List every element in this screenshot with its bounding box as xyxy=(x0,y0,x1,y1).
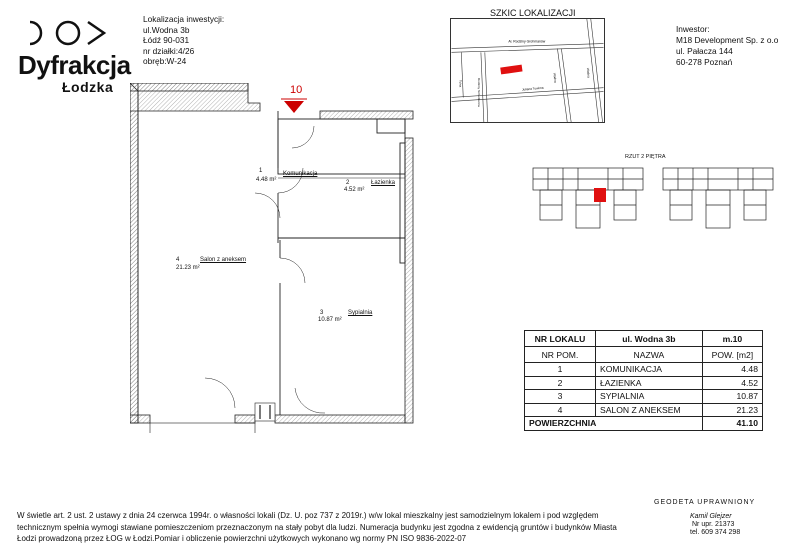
street-label: Tylna xyxy=(458,79,463,88)
table-cell: 4 xyxy=(525,403,596,417)
table-header-cell: NR LOKALU xyxy=(525,331,596,347)
table-row xyxy=(525,390,763,404)
location-info xyxy=(143,14,224,67)
investor-line: Inwestor: xyxy=(676,24,710,34)
table-row xyxy=(525,376,763,390)
stamp-title: GEODETA UPRAWNIONY xyxy=(654,499,756,506)
street-label: Al. Rodziny Grohmanów xyxy=(508,39,546,44)
stamp-name: Kamil Glejzer xyxy=(690,513,732,520)
floor-overview-plans xyxy=(528,160,778,230)
room-4-area: 21.23 m² xyxy=(176,265,200,271)
table-cell: ŁAZIENKA xyxy=(595,376,702,390)
location-line: ul.Wodna 3b xyxy=(143,24,190,35)
table-total-row xyxy=(525,417,763,431)
total-value: 41.10 xyxy=(702,417,762,431)
table-subheader-cell: POW. [m2] xyxy=(702,347,762,363)
street-label: Juliana Tuwima xyxy=(521,85,544,92)
table-cell: 2 xyxy=(525,376,596,390)
room-1-name: Komunikacja xyxy=(283,171,318,177)
location-line: Lokalizacja inwestycji: xyxy=(143,14,225,24)
table-row xyxy=(525,363,763,377)
table-cell: 4.52 xyxy=(702,376,762,390)
location-line: nr działki:4/26 xyxy=(143,45,195,56)
table-cell: 10.87 xyxy=(702,390,762,404)
room-3-number: 3 xyxy=(320,310,324,316)
table-cell: KOMUNIKACJA xyxy=(595,363,702,377)
street-label: Wodna xyxy=(585,67,591,78)
room-4-name: Salon z aneksem xyxy=(200,257,247,263)
room-2-name: Łazienka xyxy=(371,180,396,186)
table-subheader-cell: NAZWA xyxy=(595,347,702,363)
floor-plan-label: RZUT 2 PIĘTRA xyxy=(625,154,666,160)
apartment-floor-plan xyxy=(130,83,420,433)
street-label: Wodna xyxy=(552,72,558,83)
room-3-name: Sypialnia xyxy=(348,310,373,316)
street-label: Rodziny Scheiblerów xyxy=(476,77,481,108)
table-subheader-cell: NR POM. xyxy=(525,347,596,363)
legal-footer xyxy=(17,510,637,545)
location-sketch xyxy=(450,18,605,123)
table-header-cell: m.10 xyxy=(702,331,762,347)
footer-line: W świetle art. 2 ust. 2 ustawy z dnia 24 czerwca 1994r. o własności lokali (Dz. U. poz 737 z 2019r.) w/w lokal mieszkalny jest samodzielnym lokalem i pod względem xyxy=(17,511,599,520)
brand-subtitle: Łodzka xyxy=(62,79,114,95)
room-1-area: 4.48 m² xyxy=(256,177,277,183)
location-line: obręb:W-24 xyxy=(143,56,187,66)
table-cell: 21.23 xyxy=(702,403,762,417)
sketch-title: SZKIC LOKALIZACJI xyxy=(490,8,576,18)
room-3-area: 10.87 m² xyxy=(318,317,342,323)
location-line: Łódź 90-031 xyxy=(143,35,190,45)
unit-marker-number: 10 xyxy=(290,84,303,96)
table-row xyxy=(525,403,763,417)
investor-line: M18 Development Sp. z o.o xyxy=(676,35,779,45)
stamp-phone: tel. 609 374 298 xyxy=(690,529,741,536)
table-subheader-row xyxy=(525,347,763,363)
investor-line: ul. Pałacza 144 xyxy=(676,46,733,56)
room-2-area: 4.52 m² xyxy=(344,187,365,193)
table-header-row xyxy=(525,331,763,347)
table-cell: 4.48 xyxy=(702,363,762,377)
footer-line: Łodzi prowadzoną przez ŁOG w Łodzi.Pomiar i obliczenie powierzchni użytkowych wykonano wg normy PN ISO 9836-2022-07 xyxy=(17,534,467,543)
table-cell: 3 xyxy=(525,390,596,404)
room-2-number: 2 xyxy=(346,180,350,186)
table-cell: 1 xyxy=(525,363,596,377)
brand-logo-shapes xyxy=(26,18,116,48)
area-summary-table xyxy=(524,330,763,431)
investor-line: 60-278 Poznań xyxy=(676,57,733,67)
investor-info xyxy=(676,24,778,68)
brand-name: Dyfrakcja xyxy=(18,50,131,80)
footer-line: technicznym spełnia wymogi stawiane pomieszczeniom przeznaczonym na stały pobyt dla ludzi. Numeracja budynku jest zgodna z ewidencją gruntów i budynków Miasta xyxy=(17,522,617,532)
room-4-number: 4 xyxy=(176,257,180,263)
stamp-license: Nr upr. 21373 xyxy=(692,521,735,528)
room-1-number: 1 xyxy=(259,168,263,174)
total-label: POWIERZCHNIA xyxy=(525,417,703,431)
table-header-cell: ul. Wodna 3b xyxy=(595,331,702,347)
table-cell: SALON Z ANEKSEM xyxy=(595,403,702,417)
table-cell: SYPIALNIA xyxy=(595,390,702,404)
